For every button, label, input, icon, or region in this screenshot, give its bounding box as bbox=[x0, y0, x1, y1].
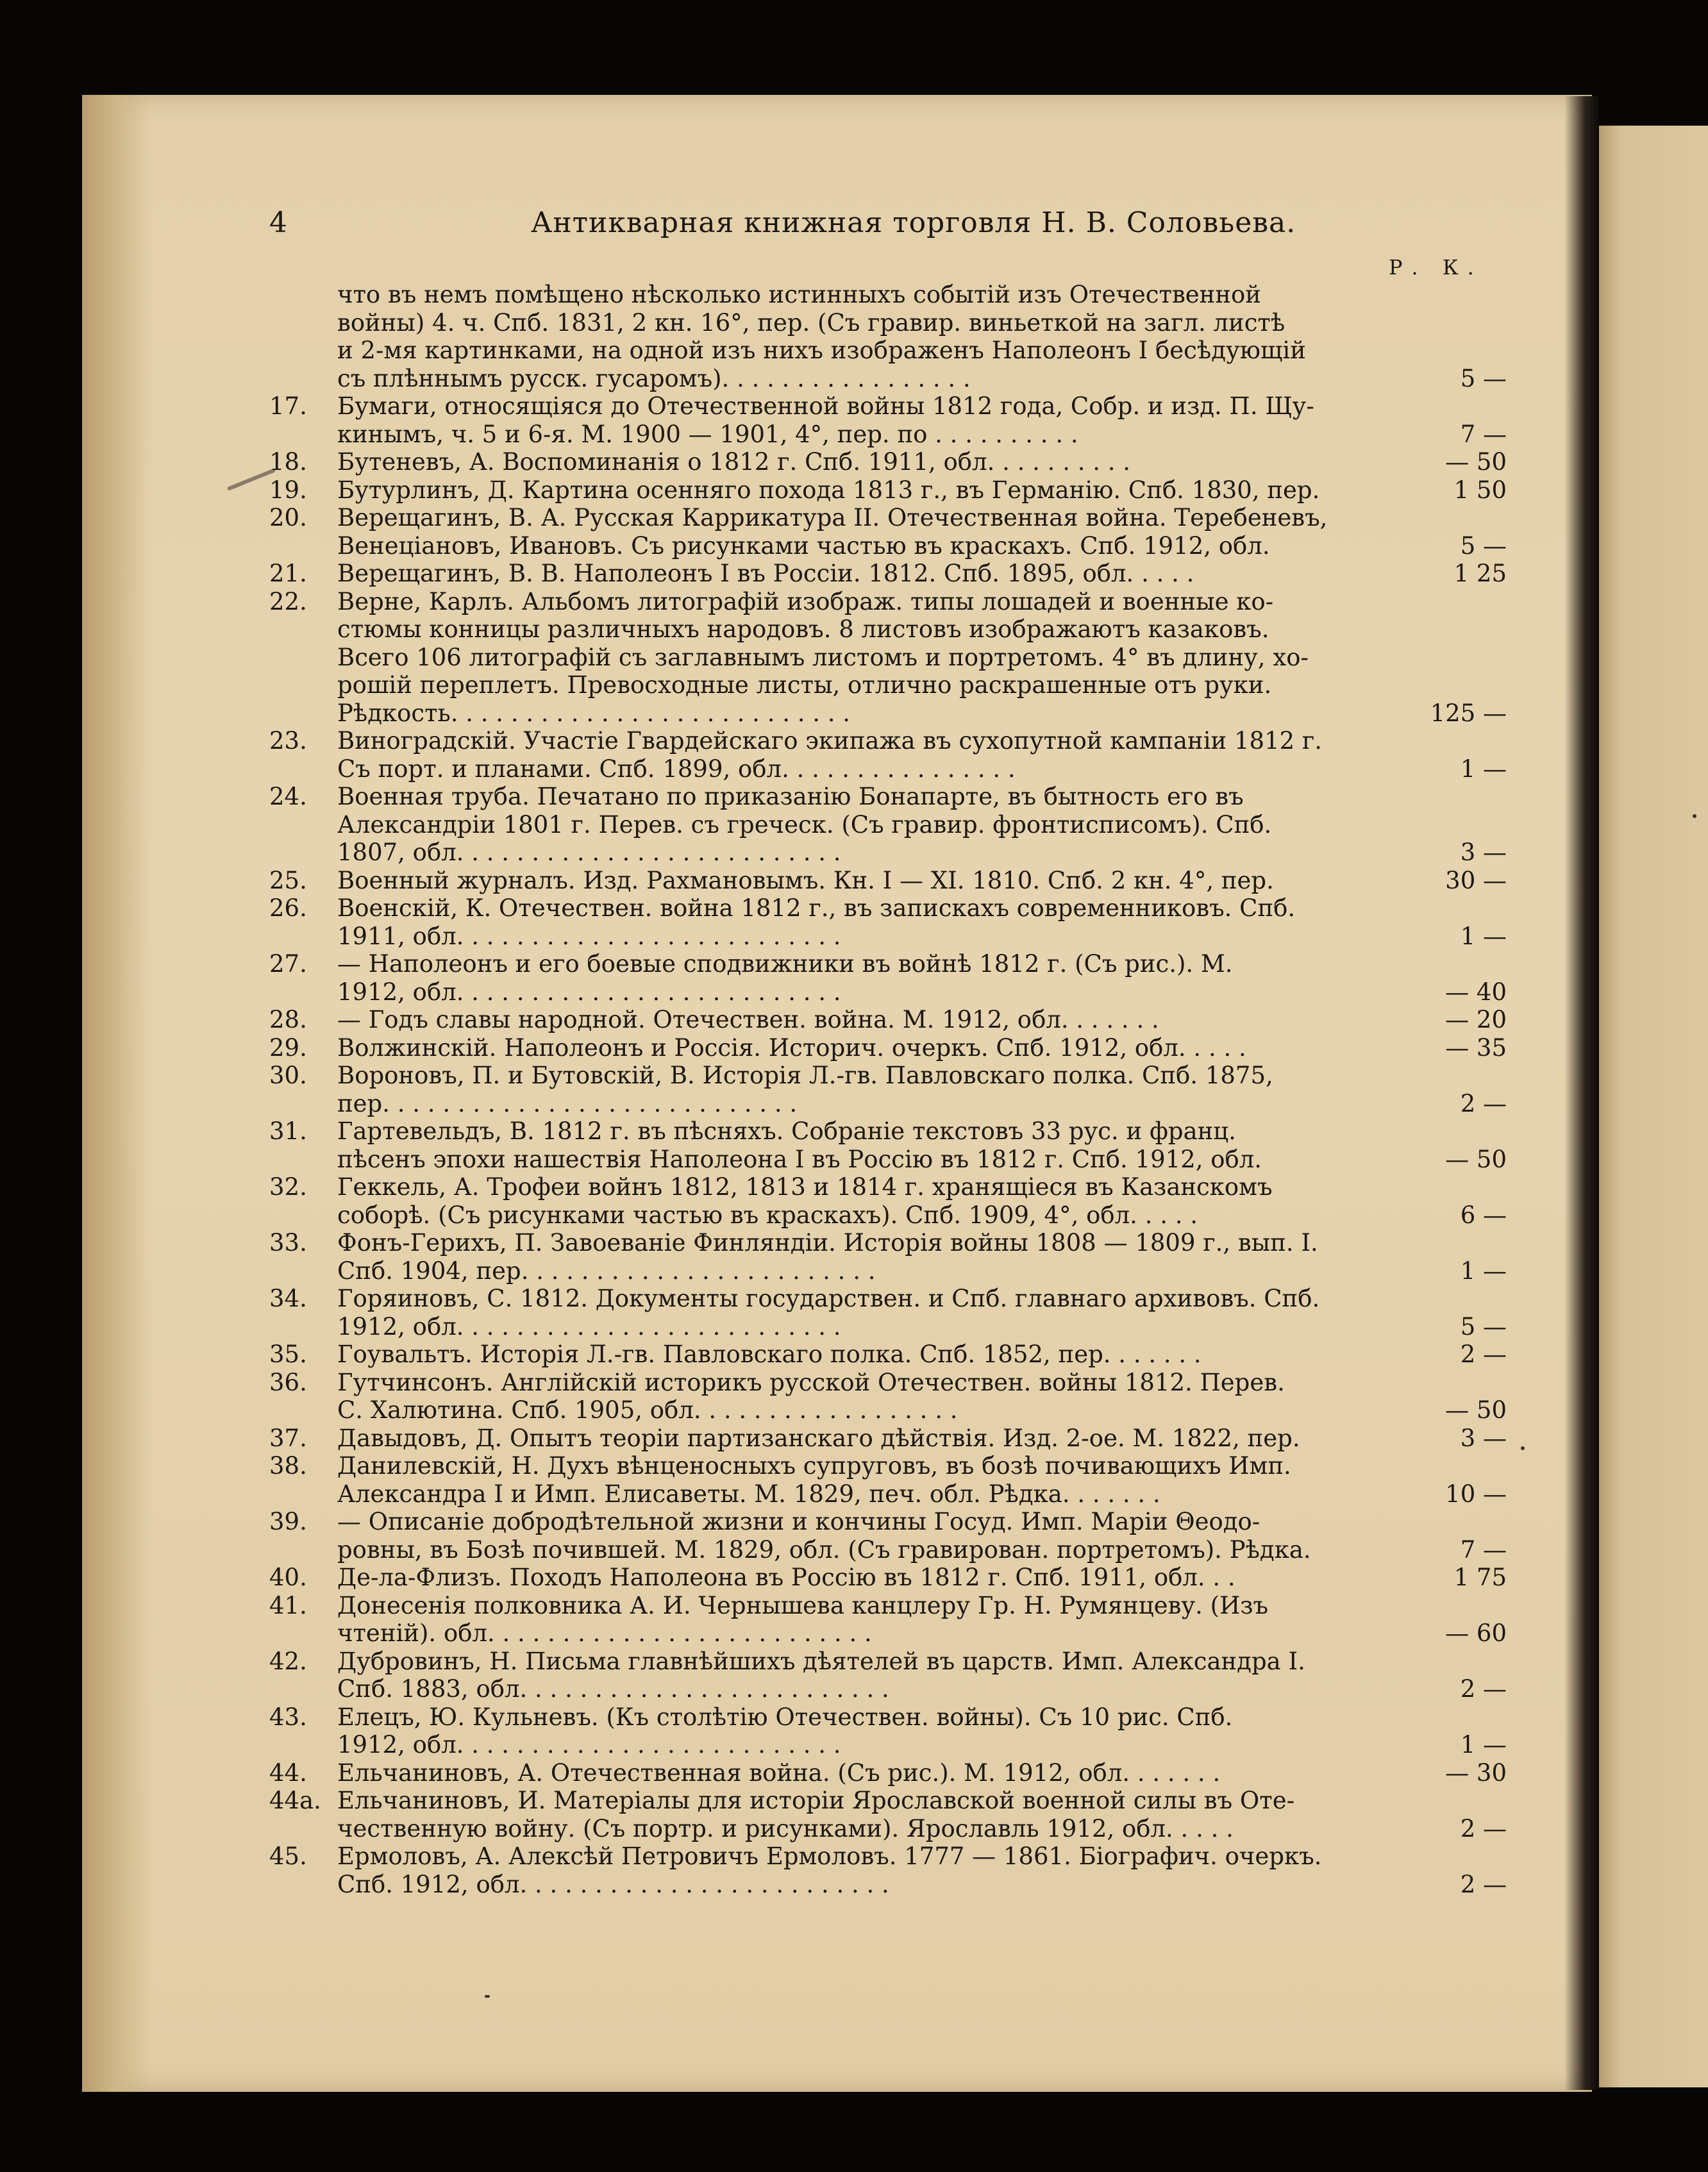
entry-line bbox=[269, 1369, 1507, 1397]
entry-line bbox=[269, 309, 1507, 337]
entry-text: — Описаніе добродѣтельной жизни и кончины Госуд. Имп. Маріи Θеодо- bbox=[337, 1508, 1260, 1535]
entry-number: 32. bbox=[269, 1173, 307, 1201]
entry-line bbox=[269, 588, 1507, 616]
entry-number: 42. bbox=[269, 1647, 307, 1675]
entry-line bbox=[269, 1341, 1507, 1369]
entry-price: 1 — bbox=[1460, 1731, 1507, 1758]
entry-line bbox=[269, 1731, 1507, 1759]
entry-number: 29. bbox=[269, 1033, 307, 1062]
catalog-entry bbox=[269, 1759, 1507, 1787]
entry-line bbox=[269, 867, 1507, 895]
entry-text: Фонъ-Герихъ, П. Завоеваніе Финляндіи. Исторія войны 1808 — 1809 г., вып. I. bbox=[337, 1229, 1318, 1257]
entry-text: Елецъ, Ю. Кульневъ. (Къ столѣтію Отечествен. войны). Съ 10 рис. Спб. bbox=[337, 1703, 1233, 1731]
speck bbox=[1521, 1446, 1525, 1450]
entry-text: Ельчаниновъ, А. Отечественная война. (Съ рис.). М. 1912, обл. . . . . . . bbox=[337, 1758, 1221, 1787]
catalog-entry bbox=[269, 281, 1507, 392]
entry-text: Спб. 1912, обл. . . . . . . . . . . . . . . . . . . . . . . . . bbox=[337, 1870, 889, 1898]
entry-number: 36. bbox=[269, 1368, 307, 1396]
price-column-header: Р. К. bbox=[1389, 255, 1483, 280]
entry-price: — 40 bbox=[1445, 978, 1507, 1006]
entry-text: Спб. 1904, пер. . . . . . . . . . . . . . . . . . . . . . . . bbox=[337, 1257, 876, 1285]
entry-line bbox=[269, 1842, 1507, 1871]
entry-line bbox=[269, 392, 1507, 421]
entry-text: Спб. 1883, обл. . . . . . . . . . . . . . . . . . . . . . . . . bbox=[337, 1675, 889, 1703]
catalog-entry bbox=[269, 588, 1507, 728]
entry-text: Волжинскій. Наполеонъ и Россія. Историч. очеркъ. Спб. 1912, обл. . . . . bbox=[337, 1033, 1246, 1062]
entry-price: 7 — bbox=[1460, 1535, 1507, 1564]
entry-text: Бутурлинъ, Д. Картина осенняго похода 1813 г., въ Германію. Спб. 1830, пер. bbox=[337, 476, 1320, 504]
entry-line bbox=[269, 1619, 1507, 1648]
entry-text: 1912, обл. . . . . . . . . . . . . . . . . . . . . . . . . . bbox=[337, 1731, 841, 1758]
entry-line bbox=[269, 727, 1507, 755]
entry-number: 19. bbox=[269, 476, 307, 504]
entry-number: 44a. bbox=[269, 1787, 321, 1814]
entry-line bbox=[269, 1313, 1507, 1341]
entry-line bbox=[269, 1759, 1507, 1787]
entry-price: 2 — bbox=[1460, 1341, 1507, 1368]
entry-line bbox=[269, 1815, 1507, 1843]
entry-text: пѣсенъ эпохи нашествія Наполеона I въ Россію въ 1812 г. Спб. 1912, обл. bbox=[337, 1145, 1262, 1173]
catalog-entry bbox=[269, 1006, 1507, 1034]
entry-text: Военная труба. Печатано по приказанію Бонапарте, въ бытность его въ bbox=[337, 783, 1244, 810]
catalog-entry bbox=[269, 867, 1507, 895]
entry-line bbox=[269, 1034, 1507, 1062]
entry-text: ровны, въ Бозѣ почившей. М. 1829, обл. (Съ гравирован. портретомъ). Рѣдка. bbox=[337, 1535, 1311, 1564]
entry-line bbox=[269, 894, 1507, 923]
catalog-entry bbox=[269, 392, 1507, 448]
entry-line bbox=[269, 1480, 1507, 1508]
entry-text: — Наполеонъ и его боевые сподвижники въ войнѣ 1812 г. (Съ рис.). М. bbox=[337, 950, 1233, 978]
entry-price: 1 — bbox=[1460, 922, 1507, 950]
catalog-entry bbox=[269, 1285, 1507, 1341]
entry-price: 5 — bbox=[1460, 1312, 1507, 1341]
catalog-entry bbox=[269, 1842, 1507, 1898]
entry-price: 1 25 bbox=[1453, 560, 1507, 587]
entry-price: — 30 bbox=[1445, 1758, 1507, 1787]
entry-price: 5 — bbox=[1460, 531, 1507, 560]
entry-line bbox=[269, 1090, 1507, 1118]
entry-text: стюмы конницы различныхъ народовъ. 8 листовъ изображаютъ казаковъ. bbox=[337, 615, 1269, 643]
entry-line bbox=[269, 337, 1507, 365]
entry-number: 34. bbox=[269, 1285, 307, 1312]
entry-number: 31. bbox=[269, 1117, 307, 1145]
entry-number: 17. bbox=[269, 392, 307, 420]
entry-price: 3 — bbox=[1460, 1424, 1507, 1452]
entry-line bbox=[269, 1536, 1507, 1564]
entry-number: 26. bbox=[269, 894, 307, 922]
entry-text: Гартевельдъ, В. 1812 г. въ пѣсняхъ. Собраніе текстовъ 33 рус. и франц. bbox=[337, 1117, 1236, 1145]
entry-line bbox=[269, 504, 1507, 532]
entry-line bbox=[269, 532, 1507, 560]
entry-number: 41. bbox=[269, 1591, 307, 1619]
entry-line bbox=[269, 1703, 1507, 1732]
entry-line bbox=[269, 978, 1507, 1007]
catalog-entry bbox=[269, 1341, 1507, 1369]
entry-price: — 50 bbox=[1445, 1145, 1507, 1173]
binding-shadow bbox=[1564, 96, 1599, 2090]
entry-line bbox=[269, 421, 1507, 449]
entry-price: 2 — bbox=[1460, 1870, 1507, 1898]
speck bbox=[485, 1995, 490, 1998]
entry-price: 1 50 bbox=[1453, 476, 1507, 504]
entry-number: 39. bbox=[269, 1508, 307, 1535]
entry-number: 30. bbox=[269, 1062, 307, 1089]
catalog-entry bbox=[269, 1229, 1507, 1285]
entry-line bbox=[269, 1592, 1507, 1620]
entry-text: Верещагинъ, В. А. Русская Каррикатура II. Отечественная война. Теребеневъ, bbox=[337, 504, 1328, 531]
entry-number: 24. bbox=[269, 783, 307, 810]
entry-line bbox=[269, 644, 1507, 672]
entry-text: Дубровинъ, Н. Письма главнѣйшихъ дѣятелей въ царств. Имп. Александра I. bbox=[337, 1647, 1305, 1675]
entry-price: 2 — bbox=[1460, 1089, 1507, 1117]
entry-text: Бумаги, относящіяся до Отечественной войны 1812 года, Собр. и изд. П. Щу- bbox=[337, 392, 1314, 420]
entry-line bbox=[269, 950, 1507, 978]
catalog-entry bbox=[269, 1564, 1507, 1592]
entry-text: Гутчинсонъ. Англійскій историкъ русской Отечествен. войны 1812. Перев. bbox=[337, 1368, 1285, 1396]
entry-number: 37. bbox=[269, 1424, 307, 1452]
entry-number: 20. bbox=[269, 504, 307, 531]
entry-price: 10 — bbox=[1445, 1480, 1507, 1508]
entry-text: пер. . . . . . . . . . . . . . . . . . . . . . . . . . . . bbox=[337, 1089, 798, 1117]
entry-text: 1807, обл. . . . . . . . . . . . . . . . . . . . . . . . . . bbox=[337, 839, 841, 866]
page-left-edge bbox=[82, 95, 153, 2092]
catalog-entry bbox=[269, 727, 1507, 783]
entry-price: 3 — bbox=[1460, 839, 1507, 866]
catalog-entry bbox=[269, 504, 1507, 560]
entry-text: Александріи 1801 г. Перев. съ греческ. (Съ гравир. фронтисписомъ). Спб. bbox=[337, 810, 1272, 839]
entry-line bbox=[269, 1648, 1507, 1676]
entry-line bbox=[269, 839, 1507, 867]
entry-price: 30 — bbox=[1445, 866, 1507, 894]
entry-line bbox=[269, 365, 1507, 393]
entry-line bbox=[269, 1675, 1507, 1703]
entry-line bbox=[269, 1564, 1507, 1592]
entry-text: Давыдовъ, Д. Опытъ теоріи партизанскаго дѣйствія. Изд. 2-ое. М. 1822, пер. bbox=[337, 1424, 1300, 1452]
entry-text: Съ порт. и планами. Спб. 1899, обл. . . . . . . . . . . . . . . . bbox=[337, 755, 1016, 783]
entry-line bbox=[269, 1285, 1507, 1313]
entry-text: Всего 106 литографій съ заглавнымъ листомъ и портретомъ. 4° въ длину, хо- bbox=[337, 643, 1309, 671]
entry-line bbox=[269, 699, 1507, 728]
catalog-entry bbox=[269, 560, 1507, 588]
entry-text: Ермоловъ, А. Алексѣй Петровичъ Ермоловъ. 1777 — 1861. Біографич. очеркъ. bbox=[337, 1842, 1322, 1870]
entry-text: — Годъ славы народной. Отечествен. война. М. 1912, обл. . . . . . . bbox=[337, 1006, 1159, 1033]
entry-text: съ плѣннымъ русск. гусаромъ). . . . . . . . . . . . . . . . . bbox=[337, 364, 971, 392]
entry-line bbox=[269, 448, 1507, 476]
entry-text: соборѣ. (Съ рисунками частью въ краскахъ). Спб. 1909, 4°, обл. . . . . bbox=[337, 1201, 1198, 1229]
entry-text: Верне, Карлъ. Альбомъ литографій изображ. типы лошадей и военные ко- bbox=[337, 587, 1274, 615]
entry-number: 23. bbox=[269, 727, 307, 755]
catalog-entry bbox=[269, 1173, 1507, 1229]
entry-line bbox=[269, 615, 1507, 644]
entry-line bbox=[269, 1146, 1507, 1174]
entry-price: — 60 bbox=[1445, 1619, 1507, 1647]
entry-line bbox=[269, 1229, 1507, 1257]
catalog-entry bbox=[269, 1424, 1507, 1453]
entry-text: Де-ла-Флизъ. Походъ Наполеона въ Россію въ 1812 г. Спб. 1911, обл. . . bbox=[337, 1564, 1235, 1591]
entry-price: — 50 bbox=[1445, 1396, 1507, 1424]
entry-text: и 2-мя картинками, на одной изъ нихъ изображенъ Наполеонъ I бесѣдующій bbox=[337, 337, 1306, 364]
entry-text: рошій переплетъ. Превосходные листы, отлично раскрашенные отъ руки. bbox=[337, 671, 1272, 699]
entry-number: 25. bbox=[269, 866, 307, 894]
speck bbox=[1693, 814, 1696, 818]
entry-text: Венеціановъ, Ивановъ. Съ рисунками частью въ краскахъ. Спб. 1912, обл. bbox=[337, 531, 1270, 560]
catalog-entry bbox=[269, 1508, 1507, 1564]
entry-price: — 50 bbox=[1445, 448, 1507, 476]
catalog-entry bbox=[269, 894, 1507, 950]
entry-price: 1 — bbox=[1460, 1257, 1507, 1285]
entry-text: войны) 4. ч. Спб. 1831, 2 кн. 16°, пер. (Съ гравир. виньеткой на загл. листѣ bbox=[337, 308, 1285, 337]
entry-text: Александра I и Имп. Елисаветы. М. 1829, печ. обл. Рѣдка. . . . . . . bbox=[337, 1480, 1160, 1508]
entry-line bbox=[269, 281, 1507, 309]
entry-line bbox=[269, 1006, 1507, 1034]
entry-line bbox=[269, 1424, 1507, 1453]
entry-number: 35. bbox=[269, 1341, 307, 1368]
entry-text: Военный журналъ. Изд. Рахмановымъ. Кн. I — XI. 1810. Спб. 2 кн. 4°, пер. bbox=[337, 866, 1274, 894]
entry-line bbox=[269, 1201, 1507, 1230]
entry-number: 43. bbox=[269, 1703, 307, 1731]
entry-price: 7 — bbox=[1460, 420, 1507, 448]
entry-text: Военскій, К. Отечествен. война 1812 г., въ запискахъ современниковъ. Спб. bbox=[337, 894, 1296, 922]
page-number: 4 bbox=[269, 206, 287, 239]
entry-price: — 35 bbox=[1445, 1033, 1507, 1062]
entry-price: 1 75 bbox=[1453, 1564, 1507, 1591]
entry-line bbox=[269, 1257, 1507, 1285]
entry-line bbox=[269, 1508, 1507, 1536]
catalog-entry bbox=[269, 448, 1507, 476]
entry-text: Ельчаниновъ, И. Матеріалы для исторіи Ярославской военной силы въ Оте- bbox=[337, 1787, 1295, 1814]
running-head bbox=[0, 206, 1708, 245]
entry-number: 44. bbox=[269, 1758, 307, 1787]
catalog-entry bbox=[269, 1592, 1507, 1648]
catalog-entries bbox=[269, 281, 1507, 1898]
entry-line bbox=[269, 755, 1507, 783]
entry-text: Вороновъ, П. и Бутовскій, В. Исторія Л.-гв. Павловскаго полка. Спб. 1875, bbox=[337, 1062, 1273, 1089]
entry-number: 38. bbox=[269, 1452, 307, 1480]
catalog-entry bbox=[269, 1034, 1507, 1062]
entry-number: 27. bbox=[269, 950, 307, 978]
catalog-entry bbox=[269, 783, 1507, 867]
entry-line bbox=[269, 1117, 1507, 1146]
adjacent-page-edge bbox=[1599, 126, 1708, 2087]
entry-line bbox=[269, 560, 1507, 588]
entry-price: 6 — bbox=[1460, 1201, 1507, 1229]
entry-price: 1 — bbox=[1460, 755, 1507, 783]
entry-number: 22. bbox=[269, 587, 307, 615]
entry-line bbox=[269, 1173, 1507, 1201]
entry-line bbox=[269, 671, 1507, 699]
entry-price: 5 — bbox=[1460, 364, 1507, 392]
entry-number: 21. bbox=[269, 560, 307, 587]
entry-number: 18. bbox=[269, 448, 307, 476]
entry-number: 45. bbox=[269, 1842, 307, 1870]
catalog-entry bbox=[269, 1787, 1507, 1842]
entry-text: С. Халютина. Спб. 1905, обл. . . . . . . . . . . . . . . . . . bbox=[337, 1396, 958, 1424]
entry-text: кинымъ, ч. 5 и 6-я. М. 1900 — 1901, 4°, пер. по . . . . . . . . . . bbox=[337, 420, 1078, 448]
entry-line bbox=[269, 1452, 1507, 1480]
entry-price: 2 — bbox=[1460, 1675, 1507, 1703]
entry-text: Виноградскій. Участіе Гвардейскаго экипажа въ сухопутной кампаніи 1812 г. bbox=[337, 727, 1323, 755]
entry-text: Геккель, А. Трофеи войнъ 1812, 1813 и 1814 г. хранящіеся въ Казанскомъ bbox=[337, 1173, 1273, 1201]
entry-number: 40. bbox=[269, 1564, 307, 1591]
entry-text: 1911, обл. . . . . . . . . . . . . . . . . . . . . . . . . . bbox=[337, 922, 841, 950]
entry-line bbox=[269, 1062, 1507, 1090]
entry-line bbox=[269, 476, 1507, 505]
entry-text: что въ немъ помѣщено нѣсколько истинныхъ событій изъ Отечественной bbox=[337, 281, 1261, 308]
entry-price: 2 — bbox=[1460, 1814, 1507, 1842]
entry-line bbox=[269, 783, 1507, 811]
entry-line bbox=[269, 1787, 1507, 1815]
entry-line bbox=[269, 923, 1507, 951]
entry-text: 1912, обл. . . . . . . . . . . . . . . . . . . . . . . . . . bbox=[337, 978, 841, 1006]
entry-text: Бутеневъ, А. Воспоминанія о 1812 г. Спб. 1911, обл. . . . . . . . . . bbox=[337, 448, 1131, 476]
entry-text: Рѣдкость. . . . . . . . . . . . . . . . . . . . . . . . . . . bbox=[337, 699, 851, 727]
catalog-entry bbox=[269, 1369, 1507, 1424]
catalog-entry bbox=[269, 1452, 1507, 1508]
entry-line bbox=[269, 1396, 1507, 1424]
entry-price: — 20 bbox=[1445, 1006, 1507, 1033]
entry-text: чтеній). обл. . . . . . . . . . . . . . . . . . . . . . . . . . bbox=[337, 1619, 872, 1647]
entry-price: 125 — bbox=[1430, 699, 1507, 727]
entry-text: 1912, обл. . . . . . . . . . . . . . . . . . . . . . . . . . bbox=[337, 1312, 841, 1341]
catalog-entry bbox=[269, 1703, 1507, 1759]
entry-number: 33. bbox=[269, 1229, 307, 1257]
entry-text: чественную войну. (Съ портр. и рисунками). Ярославль 1912, обл. . . . . bbox=[337, 1814, 1234, 1842]
catalog-entry bbox=[269, 1062, 1507, 1117]
catalog-entry bbox=[269, 1648, 1507, 1703]
entry-line bbox=[269, 811, 1507, 839]
entry-text: Горяиновъ, С. 1812. Документы государствен. и Спб. главнаго архивовъ. Спб. bbox=[337, 1285, 1320, 1312]
entry-text: Верещагинъ, В. В. Наполеонъ I въ Россіи. 1812. Спб. 1895, обл. . . . . bbox=[337, 560, 1194, 587]
page-title: Антикварная книжная торговля Н. В. Соловьева. bbox=[531, 206, 1296, 239]
catalog-entry bbox=[269, 950, 1507, 1006]
entry-text: Данилевскій, Н. Духъ вѣнценосныхъ супруговъ, въ бозѣ почивающихъ Имп. bbox=[337, 1452, 1291, 1480]
entry-line bbox=[269, 1871, 1507, 1899]
entry-text: Донесенія полковника А. И. Чернышева канцлеру Гр. Н. Румянцеву. (Изъ bbox=[337, 1591, 1269, 1619]
catalog-entry bbox=[269, 476, 1507, 505]
entry-number: 28. bbox=[269, 1006, 307, 1033]
entry-text: Гоувальтъ. Исторія Л.-гв. Павловскаго полка. Спб. 1852, пер. . . . . . . bbox=[337, 1341, 1201, 1368]
catalog-entry bbox=[269, 1117, 1507, 1173]
